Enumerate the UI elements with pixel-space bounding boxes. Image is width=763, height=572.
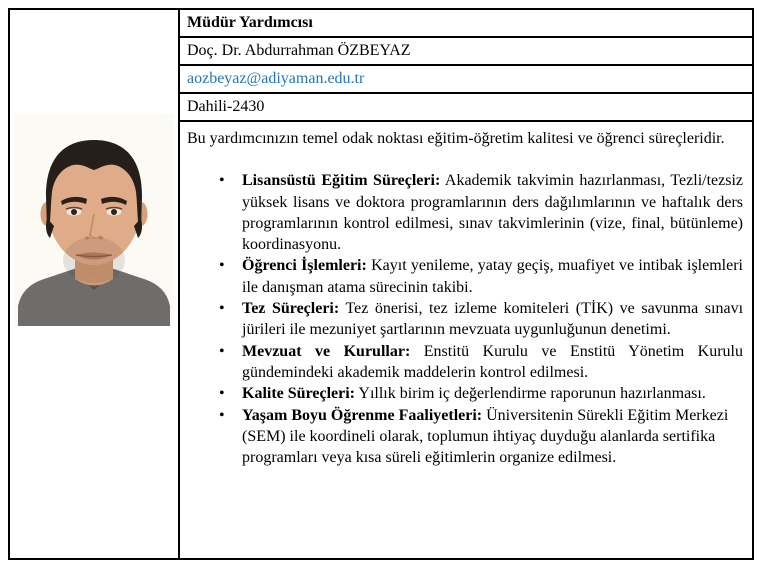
phone-extension: Dahili-2430 — [187, 98, 265, 116]
person-name: Doç. Dr. Abdurrahman ÖZBEYAZ — [187, 42, 411, 60]
profile-photo — [14, 114, 174, 326]
duty-item — [242, 383, 743, 404]
duty-text: Yıllık birim iç değerlendirme raporunun hazırlanması. — [355, 385, 706, 403]
duty-item — [242, 298, 743, 341]
duty-label: Mevzuat ve Kurullar: — [242, 342, 411, 360]
description-cell — [180, 122, 752, 558]
duty-text: Akademik takvimin hazırlanması, Tezli/tezsiz yüksek lisans ve doktora programlarının ders dağılımlarının ve haftalık ders programlarının kontrol edilmesi, sınav takvimlerinin (vize, final, bütünleme) koordinasyonu. — [242, 172, 743, 254]
duty-label: Tez Süreçleri: — [242, 300, 340, 318]
duty-text: Enstitü Kurulu ve Enstitü Yönetim Kurulu gündemindeki akademik maddelerin kontrol edilmesi. — [242, 342, 743, 381]
email-link[interactable]: aozbeyaz@adiyaman.edu.tr — [187, 70, 365, 88]
duty-label: Yaşam Boyu Öğrenme Faaliyetleri: — [242, 406, 483, 424]
intro-paragraph: Bu yardımcınızın temel odak noktası eğitim-öğretim kalitesi ve öğrenci süreçleridir. — [187, 130, 725, 147]
duty-item — [242, 341, 743, 384]
duty-item — [242, 405, 743, 469]
duty-label: Lisansüstü Eğitim Süreçleri: — [242, 172, 441, 190]
duty-text: Tez önerisi, tez izleme komiteleri (TİK) ve savunma sınavı jürileri ile mezuniyet şartlarının mevzuata uygunluğunun denetimi. — [242, 300, 744, 339]
profile-table — [8, 8, 754, 560]
duty-label: Kalite Süreçleri: — [242, 385, 355, 403]
duty-item — [242, 170, 743, 255]
duty-text: Üniversitenin Sürekli Eğitim Merkezi (SEM) ile koordineli olarak, toplumun ihtiyaç duyduğu alanlarda sertifika programları veya kısa süreli eğitimlerin organize edilmesi. — [242, 406, 729, 467]
duty-label: Öğrenci İşlemleri: — [242, 257, 367, 275]
person-name-row — [180, 38, 752, 66]
role-title-row — [180, 10, 752, 38]
photo-cell — [10, 10, 180, 558]
duties-list — [187, 170, 743, 468]
role-title: Müdür Yardımcısı — [187, 14, 313, 32]
profile-details — [180, 10, 752, 558]
duty-text: Kayıt yenileme, yatay geçiş, muafiyet ve intibak işlemleri ile danışman atama sürecinin takibi. — [242, 257, 743, 296]
email-row — [180, 66, 752, 94]
phone-row — [180, 94, 752, 122]
duty-item — [242, 255, 743, 298]
